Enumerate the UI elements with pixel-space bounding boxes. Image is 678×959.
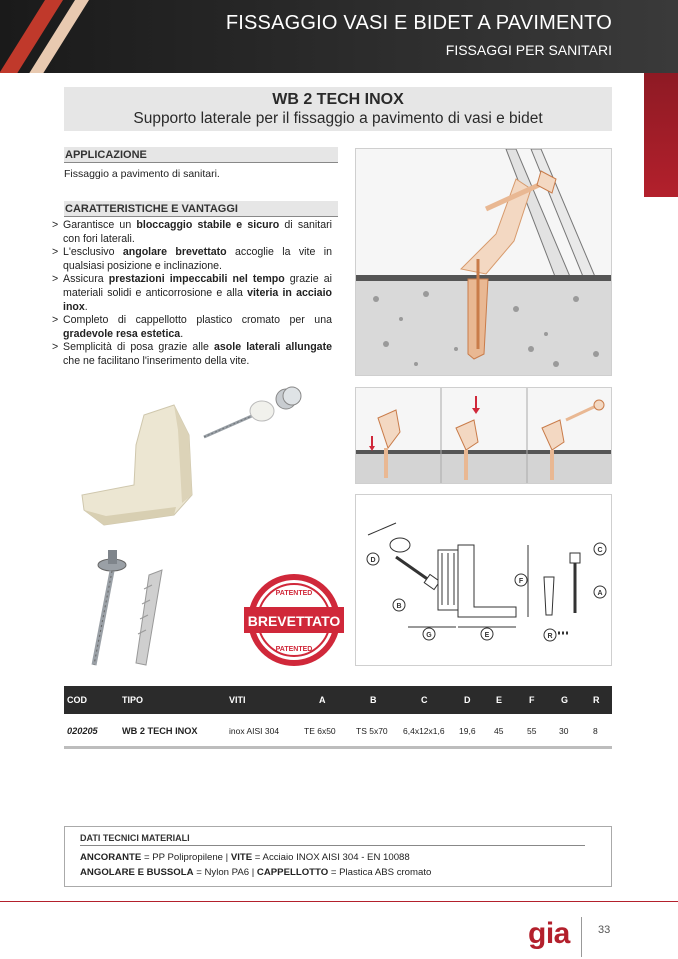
tech-data-run: = PP Polipropilene | <box>141 852 231 863</box>
table-divider <box>64 746 612 749</box>
cell-g: 30 <box>559 726 569 736</box>
features-heading: CARATTERISTICHE E VANTAGGI <box>64 201 338 217</box>
col-a: A <box>319 695 326 705</box>
col-tipo: TIPO <box>122 695 144 705</box>
feature-run: di sanitari con fori laterali. <box>63 219 332 245</box>
header-subtitle: FISSAGGI PER SANITARI <box>445 42 612 58</box>
page-header <box>0 0 678 73</box>
table-row <box>64 717 612 745</box>
cell-b: TS 5x70 <box>356 726 388 736</box>
col-viti: VITI <box>229 695 246 705</box>
feature-run: grazie ai materiali solidi e anticorrosione e alla <box>63 273 332 299</box>
col-cod: COD <box>67 695 87 705</box>
col-b: B <box>370 695 377 705</box>
feature-item <box>52 341 332 368</box>
screw-cap-image <box>204 387 301 437</box>
col-d: D <box>464 695 471 705</box>
feature-run: angolare brevettato <box>122 246 227 259</box>
feature-run: Garantisce un <box>63 219 137 231</box>
application-text: Fissaggio a pavimento di sanitari. <box>64 168 220 180</box>
diagram-label-b: B <box>396 603 402 610</box>
feature-item <box>52 314 332 341</box>
col-g: G <box>561 695 569 705</box>
cell-c: 6,4x12x1,6 <box>403 726 445 736</box>
product-title-box <box>64 87 612 131</box>
diagram-label-e: E <box>484 632 490 639</box>
diagram-label-f: F <box>518 578 524 585</box>
diagram-label-c: C <box>597 547 603 554</box>
feature-run: bloccaggio stabile e sicuro <box>136 219 280 231</box>
feature-run: accoglie la vite in qualsiasi posizione e inclinazione. <box>63 246 332 272</box>
tech-data-run: = Plastica ABS cromato <box>328 867 432 878</box>
features-list <box>52 219 332 369</box>
diagram-label-d: D <box>370 557 376 564</box>
feature-run: L'esclusivo <box>63 246 123 259</box>
wall-plug-image <box>136 570 162 665</box>
feature-run: viteria in acciaio inox <box>63 286 332 313</box>
product-description: Supporto laterale per il fissaggio a pavimento di vasi e bidet <box>133 110 543 127</box>
cell-cod: 020205 <box>67 726 98 736</box>
diagram-label-g: G <box>426 632 432 639</box>
product-name: WB 2 TECH INOX <box>272 91 404 108</box>
cell-d: 19,6 <box>459 726 476 736</box>
installation-steps-figure <box>355 387 612 484</box>
spec-table-header <box>64 686 612 714</box>
bracket-image <box>82 405 192 525</box>
feature-item <box>52 246 332 273</box>
patented-badge <box>244 574 344 666</box>
cell-viti: inox AISI 304 <box>229 726 280 736</box>
cell-a: TE 6x50 <box>304 726 336 736</box>
logo-separator <box>581 917 582 957</box>
tech-data-run: ANCORANTE <box>80 852 142 863</box>
feature-run: Assicura <box>63 273 109 286</box>
tech-data-run: ANGOLARE E BUSSOLA <box>80 867 194 878</box>
lag-screw-image <box>94 550 126 665</box>
brand-logo: gia <box>528 917 570 950</box>
feature-run: gradevole resa estetica <box>63 327 181 340</box>
cell-r: 8 <box>593 726 598 736</box>
tech-data-run: CAPPELLOTTO <box>256 867 329 878</box>
tech-data-run: VITE <box>230 852 253 863</box>
cell-tipo: WB 2 TECH INOX <box>122 726 198 736</box>
side-tab <box>644 73 678 197</box>
tech-data-box <box>64 826 612 887</box>
page-number: 33 <box>598 924 611 936</box>
installation-section-figure <box>355 148 612 376</box>
tech-data-line-2 <box>80 867 431 878</box>
feature-run: . <box>180 327 184 340</box>
tech-data-run: = Acciaio INOX AISI 304 - EN 10088 <box>252 852 410 863</box>
feature-run: Completo di cappellotto plastico cromato per una <box>63 314 332 327</box>
col-c: C <box>421 695 428 705</box>
footer-line <box>0 901 678 902</box>
application-heading: APPLICAZIONE <box>64 147 338 163</box>
col-e: E <box>496 695 503 705</box>
cell-f: 55 <box>527 726 537 736</box>
badge-bottom-text: PATENTED <box>275 646 313 653</box>
header-title: FISSAGGIO VASI E BIDET A PAVIMENTO <box>225 12 612 34</box>
technical-drawing <box>355 494 612 666</box>
tech-data-run: = Nylon PA6 | <box>193 867 257 878</box>
feature-run: asole laterali allungate <box>214 341 332 354</box>
cell-e: 45 <box>494 726 504 736</box>
tech-data-heading: DATI TECNICI MATERIALI <box>80 833 585 846</box>
diagram-label-r: R <box>547 633 553 640</box>
feature-item <box>52 273 332 314</box>
tech-data-line-1 <box>80 852 410 863</box>
badge-main-text: BREVETTATO <box>247 613 341 629</box>
feature-run: che ne facilitano l'inserimento della vite. <box>63 354 250 367</box>
col-r: R <box>593 695 600 705</box>
badge-top-text: PATENTED <box>275 590 313 597</box>
feature-run: Semplicità di posa grazie alle <box>63 341 215 354</box>
diagram-label-a: A <box>597 590 603 597</box>
feature-run: . <box>84 300 88 313</box>
feature-item <box>52 219 332 246</box>
col-f: F <box>529 695 535 705</box>
feature-run: prestazioni impeccabili nel tempo <box>108 273 285 286</box>
product-photo <box>64 375 344 675</box>
